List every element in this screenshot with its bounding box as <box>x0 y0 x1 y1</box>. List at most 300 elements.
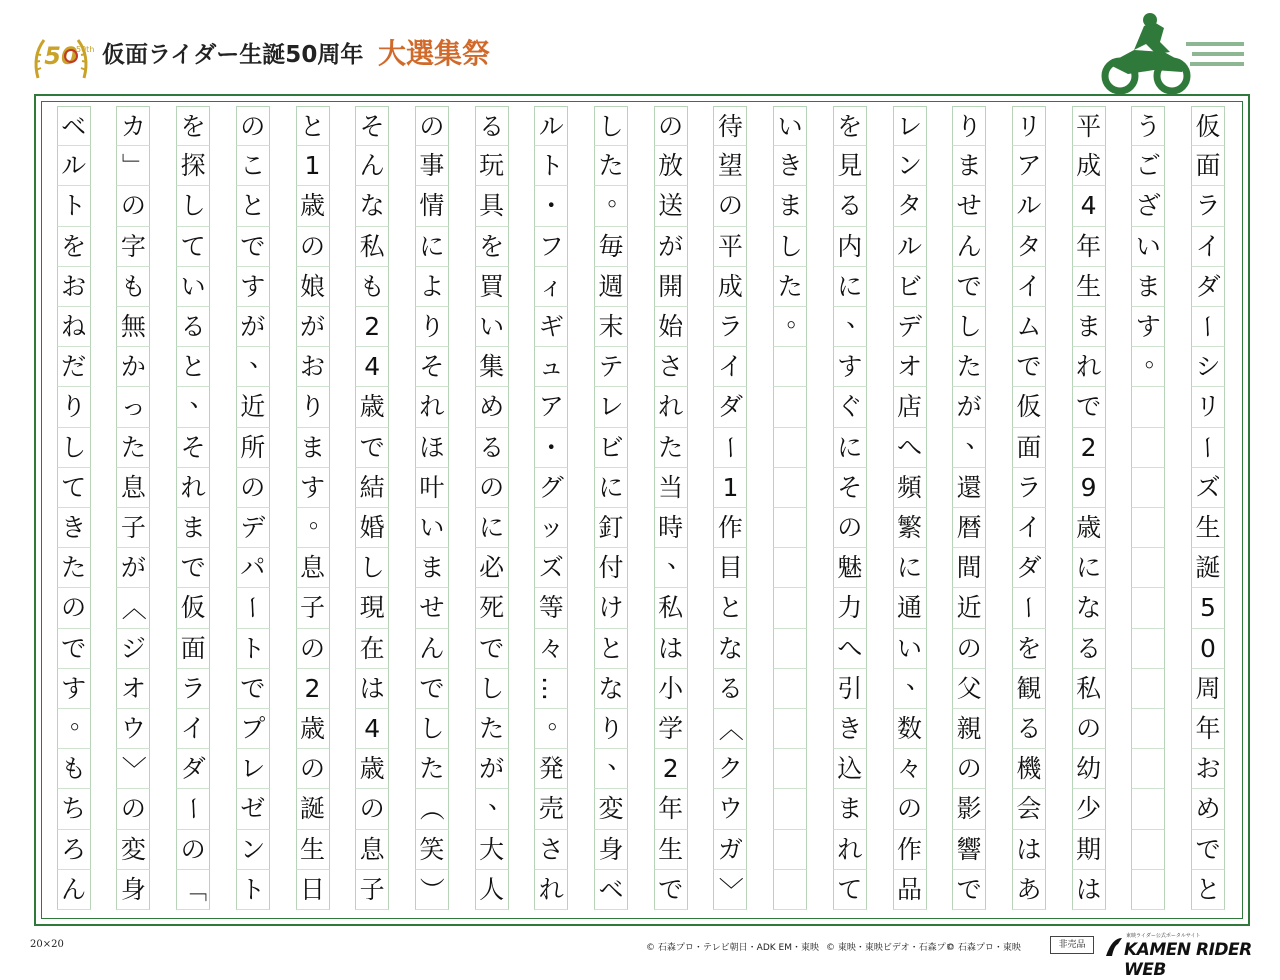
manuscript-cell <box>773 870 807 910</box>
manuscript-cell: 送 <box>654 186 688 226</box>
manuscript-cell: ん <box>415 629 449 669</box>
manuscript-cell <box>1131 588 1165 628</box>
manuscript-cell: り <box>952 106 986 146</box>
manuscript-cell: カ <box>116 106 150 146</box>
manuscript-cell: い <box>893 629 927 669</box>
manuscript-cell: 近 <box>236 387 270 427</box>
manuscript-cell: 〈 <box>116 588 150 628</box>
manuscript-cell: こ <box>236 146 270 186</box>
manuscript-cell: 当 <box>654 468 688 508</box>
manuscript-cell: ン <box>236 830 270 870</box>
manuscript-cell: へ <box>893 428 927 468</box>
manuscript-cell: 。 <box>1131 347 1165 387</box>
manuscript-cell: ア <box>534 387 568 427</box>
manuscript-cell: ズ <box>534 548 568 588</box>
manuscript-cell: 私 <box>654 588 688 628</box>
manuscript-column <box>57 106 96 910</box>
manuscript-cell: ま <box>296 428 330 468</box>
svg-text:50: 50 <box>44 42 78 70</box>
manuscript-column <box>236 106 275 910</box>
manuscript-cell: を <box>1012 629 1046 669</box>
manuscript-cell: デ <box>236 508 270 548</box>
manuscript-cell: ま <box>952 146 986 186</box>
manuscript-cell: 待 <box>713 106 747 146</box>
manuscript-cell: で <box>952 267 986 307</box>
manuscript-cell: が <box>116 548 150 588</box>
manuscript-cell: ュ <box>534 347 568 387</box>
manuscript-cell: で <box>1191 830 1225 870</box>
manuscript-cell: ・ <box>534 186 568 226</box>
manuscript-cell: オ <box>116 669 150 709</box>
manuscript-cell: を <box>176 106 210 146</box>
manuscript-cell: ん <box>355 146 389 186</box>
manuscript-cell: 具 <box>475 186 509 226</box>
manuscript-cell: 繁 <box>893 508 927 548</box>
manuscript-cell: 生 <box>296 830 330 870</box>
manuscript-cell: ビ <box>893 267 927 307</box>
manuscript-cell: イ <box>1012 267 1046 307</box>
manuscript-column <box>594 106 633 910</box>
manuscript-cell: 0 <box>1191 629 1225 669</box>
manuscript-cell: 頻 <box>893 468 927 508</box>
manuscript-cell: の <box>415 106 449 146</box>
manuscript-cell: の <box>654 106 688 146</box>
manuscript-cell: 誕 <box>296 789 330 829</box>
manuscript-cell: 探 <box>176 146 210 186</box>
manuscript-cell: さ <box>534 830 568 870</box>
manuscript-cell: が <box>952 387 986 427</box>
manuscript-cell <box>1131 548 1165 588</box>
manuscript-cell: の <box>296 629 330 669</box>
manuscript-cell: ト <box>534 146 568 186</box>
manuscript-cell: 発 <box>534 749 568 789</box>
manuscript-cell: 響 <box>952 830 986 870</box>
manuscript-cell: 生 <box>1191 508 1225 548</box>
manuscript-cell: 子 <box>296 588 330 628</box>
manuscript-cell: 2 <box>355 307 389 347</box>
manuscript-cell: パ <box>236 548 270 588</box>
manuscript-cell: ウ <box>116 709 150 749</box>
manuscript-cell: 、 <box>594 749 628 789</box>
manuscript-cell: で <box>176 548 210 588</box>
manuscript-cell: 歳 <box>355 749 389 789</box>
logo-label: 50th <box>76 45 95 54</box>
manuscript-cell: ラ <box>176 669 210 709</box>
manuscript-cell: 無 <box>116 307 150 347</box>
manuscript-cell: す <box>1131 307 1165 347</box>
manuscript-cell: 5 <box>1191 588 1225 628</box>
manuscript-cell <box>773 508 807 548</box>
manuscript-cell: で <box>654 870 688 910</box>
manuscript-cell: に <box>833 428 867 468</box>
manuscript-cell <box>1131 508 1165 548</box>
manuscript-column <box>952 106 991 910</box>
manuscript-cell: 面 <box>1191 146 1225 186</box>
manuscript-cell <box>773 588 807 628</box>
manuscript-cell: リ <box>1012 106 1046 146</box>
manuscript-cell: た <box>952 347 986 387</box>
manuscript-cell: け <box>594 588 628 628</box>
manuscript-cell: 婚 <box>355 508 389 548</box>
manuscript-cell: な <box>713 629 747 669</box>
manuscript-cell: ラ <box>1191 186 1225 226</box>
manuscript-column <box>415 106 449 910</box>
manuscript-cell: な <box>1072 588 1106 628</box>
manuscript-cell: の <box>833 508 867 548</box>
manuscript-cell: る <box>475 428 509 468</box>
manuscript-cell: ろ <box>57 830 91 870</box>
manuscript-cell: も <box>116 267 150 307</box>
manuscript-cell: の <box>475 468 509 508</box>
manuscript-cell: い <box>176 267 210 307</box>
copyright-1: © 石森プロ・テレビ朝日・ADK EM・東映 <box>646 943 819 953</box>
manuscript-cell: ベ <box>594 870 628 910</box>
manuscript-cell <box>773 830 807 870</box>
manuscript-cell: へ <box>833 629 867 669</box>
manuscript-cell: が <box>475 749 509 789</box>
manuscript-cell: 面 <box>1012 428 1046 468</box>
manuscript-cell <box>773 428 807 468</box>
manuscript-cell: そ <box>415 347 449 387</box>
manuscript-cell: で <box>236 669 270 709</box>
manuscript-cell: る <box>713 669 747 709</box>
manuscript-cell: 還 <box>952 468 986 508</box>
manuscript-cell: … <box>534 669 568 709</box>
manuscript-cell: 、 <box>176 387 210 427</box>
manuscript-cell: の <box>893 789 927 829</box>
manuscript-cell <box>773 468 807 508</box>
manuscript-cell <box>773 669 807 709</box>
manuscript-cell: た <box>116 428 150 468</box>
manuscript-cell: き <box>773 146 807 186</box>
manuscript-cell: タ <box>893 186 927 226</box>
manuscript-cell: 2 <box>654 749 688 789</box>
manuscript-cell: 日 <box>296 870 330 910</box>
manuscript-cell: お <box>296 347 330 387</box>
manuscript-cell: 仮 <box>1191 106 1225 146</box>
manuscript-cell: た <box>654 428 688 468</box>
manuscript-cell <box>1131 789 1165 829</box>
manuscript-cell: 小 <box>654 669 688 709</box>
manuscript-cell: は <box>1072 870 1106 910</box>
manuscript-cell: り <box>594 709 628 749</box>
manuscript-cell: 影 <box>952 789 986 829</box>
manuscript-cell: 「 <box>176 870 210 910</box>
manuscript-cell: イ <box>1191 227 1225 267</box>
site-logo-text: KAMEN RIDER WEB <box>1124 940 1252 980</box>
manuscript-cell: そ <box>833 468 867 508</box>
not-for-sale-badge: 非売品 <box>1050 936 1094 954</box>
manuscript-cell: グ <box>534 468 568 508</box>
manuscript-cell: の <box>236 468 270 508</box>
manuscript-cell: の <box>355 789 389 829</box>
manuscript-cell: 娘 <box>296 267 330 307</box>
manuscript-column <box>355 106 389 910</box>
manuscript-cell: い <box>415 508 449 548</box>
manuscript-cell: よ <box>415 267 449 307</box>
manuscript-cell: 通 <box>893 588 927 628</box>
manuscript-cell: の <box>1072 709 1106 749</box>
manuscript-cell: の <box>57 588 91 628</box>
manuscript-cell: 子 <box>116 508 150 548</box>
manuscript-cell: 間 <box>952 548 986 588</box>
manuscript-cell: レ <box>893 106 927 146</box>
manuscript-cell: 望 <box>713 146 747 186</box>
manuscript-cell: て <box>176 227 210 267</box>
manuscript-cell: イ <box>713 347 747 387</box>
manuscript-cell: 情 <box>415 186 449 226</box>
manuscript-cell: る <box>833 186 867 226</box>
manuscript-cell <box>1131 709 1165 749</box>
manuscript-cell: 身 <box>116 870 150 910</box>
copyright-2: © 東映・東映ビデオ・石森プロ <box>826 943 955 953</box>
manuscript-cell: 事 <box>415 146 449 186</box>
manuscript-cell: 生 <box>654 830 688 870</box>
manuscript-cell: た <box>57 548 91 588</box>
manuscript-cell: 成 <box>1072 146 1106 186</box>
manuscript-cell: す <box>296 468 330 508</box>
manuscript-cell: れ <box>176 468 210 508</box>
manuscript-cell: ご <box>1131 146 1165 186</box>
manuscript-cell: ィ <box>534 267 568 307</box>
manuscript-cell: 4 <box>355 709 389 749</box>
manuscript-cell: し <box>773 227 807 267</box>
manuscript-cell: で <box>1072 387 1106 427</box>
manuscript-cell: の <box>116 789 150 829</box>
manuscript-cell: ね <box>57 307 91 347</box>
manuscript-cell: 子 <box>355 870 389 910</box>
manuscript-cell: で <box>355 428 389 468</box>
manuscript-cell: レ <box>594 387 628 427</box>
manuscript-cell: 9 <box>1072 468 1106 508</box>
manuscript-cell: ア <box>1012 146 1046 186</box>
manuscript-cell: 見 <box>833 146 867 186</box>
manuscript-cell: 。 <box>57 709 91 749</box>
manuscript-cell: ル <box>57 146 91 186</box>
manuscript-cell <box>773 347 807 387</box>
manuscript-cell: 期 <box>1072 830 1106 870</box>
manuscript-cell: 父 <box>952 669 986 709</box>
manuscript-cell <box>773 629 807 669</box>
manuscript-cell: だ <box>57 347 91 387</box>
manuscript-cell: な <box>355 186 389 226</box>
manuscript-cell: フ <box>534 227 568 267</box>
manuscript-cell: き <box>57 508 91 548</box>
manuscript-cell: ラ <box>713 307 747 347</box>
manuscript-cell: 、 <box>654 548 688 588</box>
manuscript-cell: 放 <box>654 146 688 186</box>
manuscript-cell: ガ <box>713 830 747 870</box>
manuscript-cell: ル <box>893 227 927 267</box>
manuscript-cell: 。 <box>594 186 628 226</box>
manuscript-cell: 、 <box>952 428 986 468</box>
manuscript-cell: で <box>952 870 986 910</box>
manuscript-cell: 集 <box>475 347 509 387</box>
manuscript-cell: そ <box>176 428 210 468</box>
manuscript-cell: 仮 <box>176 588 210 628</box>
manuscript-cell: め <box>1191 789 1225 829</box>
manuscript-cell: 玩 <box>475 146 509 186</box>
manuscript-cell: 目 <box>713 548 747 588</box>
manuscript-cell: い <box>1131 227 1165 267</box>
manuscript-cell: オ <box>893 347 927 387</box>
manuscript-cell: ま <box>176 508 210 548</box>
manuscript-cell: 2 <box>296 669 330 709</box>
manuscript-cell: ま <box>1131 267 1165 307</box>
manuscript-cell: デ <box>893 307 927 347</box>
manuscript-cell: 死 <box>475 588 509 628</box>
manuscript-cell: れ <box>654 387 688 427</box>
manuscript-cell: ダ <box>713 387 747 427</box>
manuscript-cell: 生 <box>1072 267 1106 307</box>
manuscript-cell: 周 <box>1191 669 1225 709</box>
manuscript-cell: が <box>296 307 330 347</box>
manuscript-cell: り <box>57 387 91 427</box>
manuscript-cell: あ <box>1012 870 1046 910</box>
manuscript-cell: の <box>952 629 986 669</box>
manuscript-cell: は <box>1012 830 1046 870</box>
manuscript-cell: 、 <box>475 789 509 829</box>
site-logo-subtitle: 東映ライダー公式ポータルサイト <box>1126 933 1201 939</box>
manuscript-cell: 2 <box>1072 428 1106 468</box>
manuscript-cell: れ <box>1072 347 1106 387</box>
manuscript-cell: 面 <box>176 629 210 669</box>
manuscript-cell: 時 <box>654 508 688 548</box>
manuscript-cell: 大 <box>475 830 509 870</box>
manuscript-cell: 買 <box>475 267 509 307</box>
manuscript-cell: っ <box>116 387 150 427</box>
manuscript-cell: 々 <box>534 629 568 669</box>
manuscript-cell: 歳 <box>1072 508 1106 548</box>
manuscript-grid <box>55 106 1225 910</box>
manuscript-cell: も <box>57 749 91 789</box>
manuscript-cell: 々 <box>893 749 927 789</box>
manuscript-cell: レ <box>236 749 270 789</box>
manuscript-cell: う <box>1131 106 1165 146</box>
manuscript-column <box>116 106 150 910</box>
manuscript-cell: ま <box>833 789 867 829</box>
header <box>0 0 1280 92</box>
manuscript-cell: ン <box>893 146 927 186</box>
manuscript-cell: 年 <box>654 789 688 829</box>
manuscript-cell: ッ <box>534 508 568 548</box>
manuscript-cell: 近 <box>952 588 986 628</box>
manuscript-column <box>1012 106 1046 910</box>
manuscript-column <box>1072 106 1106 910</box>
manuscript-cell: 店 <box>893 387 927 427</box>
manuscript-cell: 内 <box>833 227 867 267</box>
manuscript-cell: す <box>57 669 91 709</box>
manuscript-cell: ゼ <box>236 789 270 829</box>
manuscript-cell: 平 <box>713 227 747 267</box>
manuscript-cell: 1 <box>296 146 330 186</box>
manuscript-cell: シ <box>1191 347 1225 387</box>
manuscript-cell: 4 <box>355 347 389 387</box>
manuscript-cell: 。 <box>773 307 807 347</box>
manuscript-cell: の <box>713 186 747 226</box>
manuscript-cell: ー <box>176 789 210 829</box>
manuscript-cell: 〉 <box>116 749 150 789</box>
manuscript-column <box>534 106 573 910</box>
grid-size-label: 20×20 <box>30 939 64 950</box>
manuscript-cell: に <box>1072 548 1106 588</box>
manuscript-cell: 少 <box>1072 789 1106 829</box>
manuscript-cell <box>773 387 807 427</box>
manuscript-cell: と <box>713 588 747 628</box>
manuscript-cell: ー <box>713 428 747 468</box>
manuscript-cell: 必 <box>475 548 509 588</box>
manuscript-cell: ダ <box>1191 267 1225 307</box>
manuscript-cell: ク <box>713 749 747 789</box>
manuscript-column <box>296 106 334 910</box>
manuscript-cell <box>773 749 807 789</box>
manuscript-cell: に <box>475 508 509 548</box>
manuscript-cell: し <box>57 428 91 468</box>
manuscript-cell: ム <box>1012 307 1046 347</box>
manuscript-cell: ー <box>1012 588 1046 628</box>
manuscript-cell: た <box>415 749 449 789</box>
manuscript-cell <box>1131 428 1165 468</box>
manuscript-cell: 。 <box>534 709 568 749</box>
manuscript-cell: し <box>952 307 986 347</box>
manuscript-cell: 作 <box>893 830 927 870</box>
manuscript-column <box>176 106 215 910</box>
manuscript-column <box>475 106 514 910</box>
copyright-3: © 石森プロ・東映 <box>946 943 1021 953</box>
manuscript-cell: 作 <box>713 508 747 548</box>
manuscript-cell: る <box>1012 709 1046 749</box>
manuscript-cell: 平 <box>1072 106 1106 146</box>
manuscript-cell: 笑 <box>415 830 449 870</box>
manuscript-cell: 親 <box>952 709 986 749</box>
manuscript-cell: イ <box>1012 508 1046 548</box>
manuscript-cell: は <box>355 669 389 709</box>
manuscript-cell: ビ <box>594 428 628 468</box>
manuscript-cell: ル <box>1012 186 1046 226</box>
manuscript-column <box>893 106 931 910</box>
manuscript-cell <box>1131 870 1165 910</box>
manuscript-cell: お <box>1191 749 1225 789</box>
manuscript-cell: せ <box>415 588 449 628</box>
manuscript-cell: れ <box>415 387 449 427</box>
manuscript-cell: 会 <box>1012 789 1046 829</box>
manuscript-cell: ラ <box>1012 468 1046 508</box>
manuscript-cell: す <box>833 347 867 387</box>
manuscript-cell: の <box>952 749 986 789</box>
manuscript-cell: 私 <box>355 227 389 267</box>
manuscript-cell: 成 <box>713 267 747 307</box>
manuscript-cell: 息 <box>296 548 330 588</box>
manuscript-cell: テ <box>594 347 628 387</box>
manuscript-cell: 等 <box>534 588 568 628</box>
manuscript-cell: （ <box>415 789 449 829</box>
manuscript-cell: と <box>236 186 270 226</box>
manuscript-cell: に <box>415 227 449 267</box>
manuscript-cell: 、 <box>893 669 927 709</box>
manuscript-cell: の <box>116 186 150 226</box>
manuscript-cell: 暦 <box>952 508 986 548</box>
manuscript-cell: き <box>833 709 867 749</box>
manuscript-cell: 売 <box>534 789 568 829</box>
manuscript-cell: 釘 <box>594 508 628 548</box>
manuscript-cell: 1 <box>713 468 747 508</box>
manuscript-cell: る <box>1072 629 1106 669</box>
manuscript-cell: そ <box>355 106 389 146</box>
manuscript-cell: 息 <box>355 830 389 870</box>
manuscript-cell: す <box>236 267 270 307</box>
manuscript-cell: 開 <box>654 267 688 307</box>
manuscript-cell: さ <box>654 347 688 387</box>
